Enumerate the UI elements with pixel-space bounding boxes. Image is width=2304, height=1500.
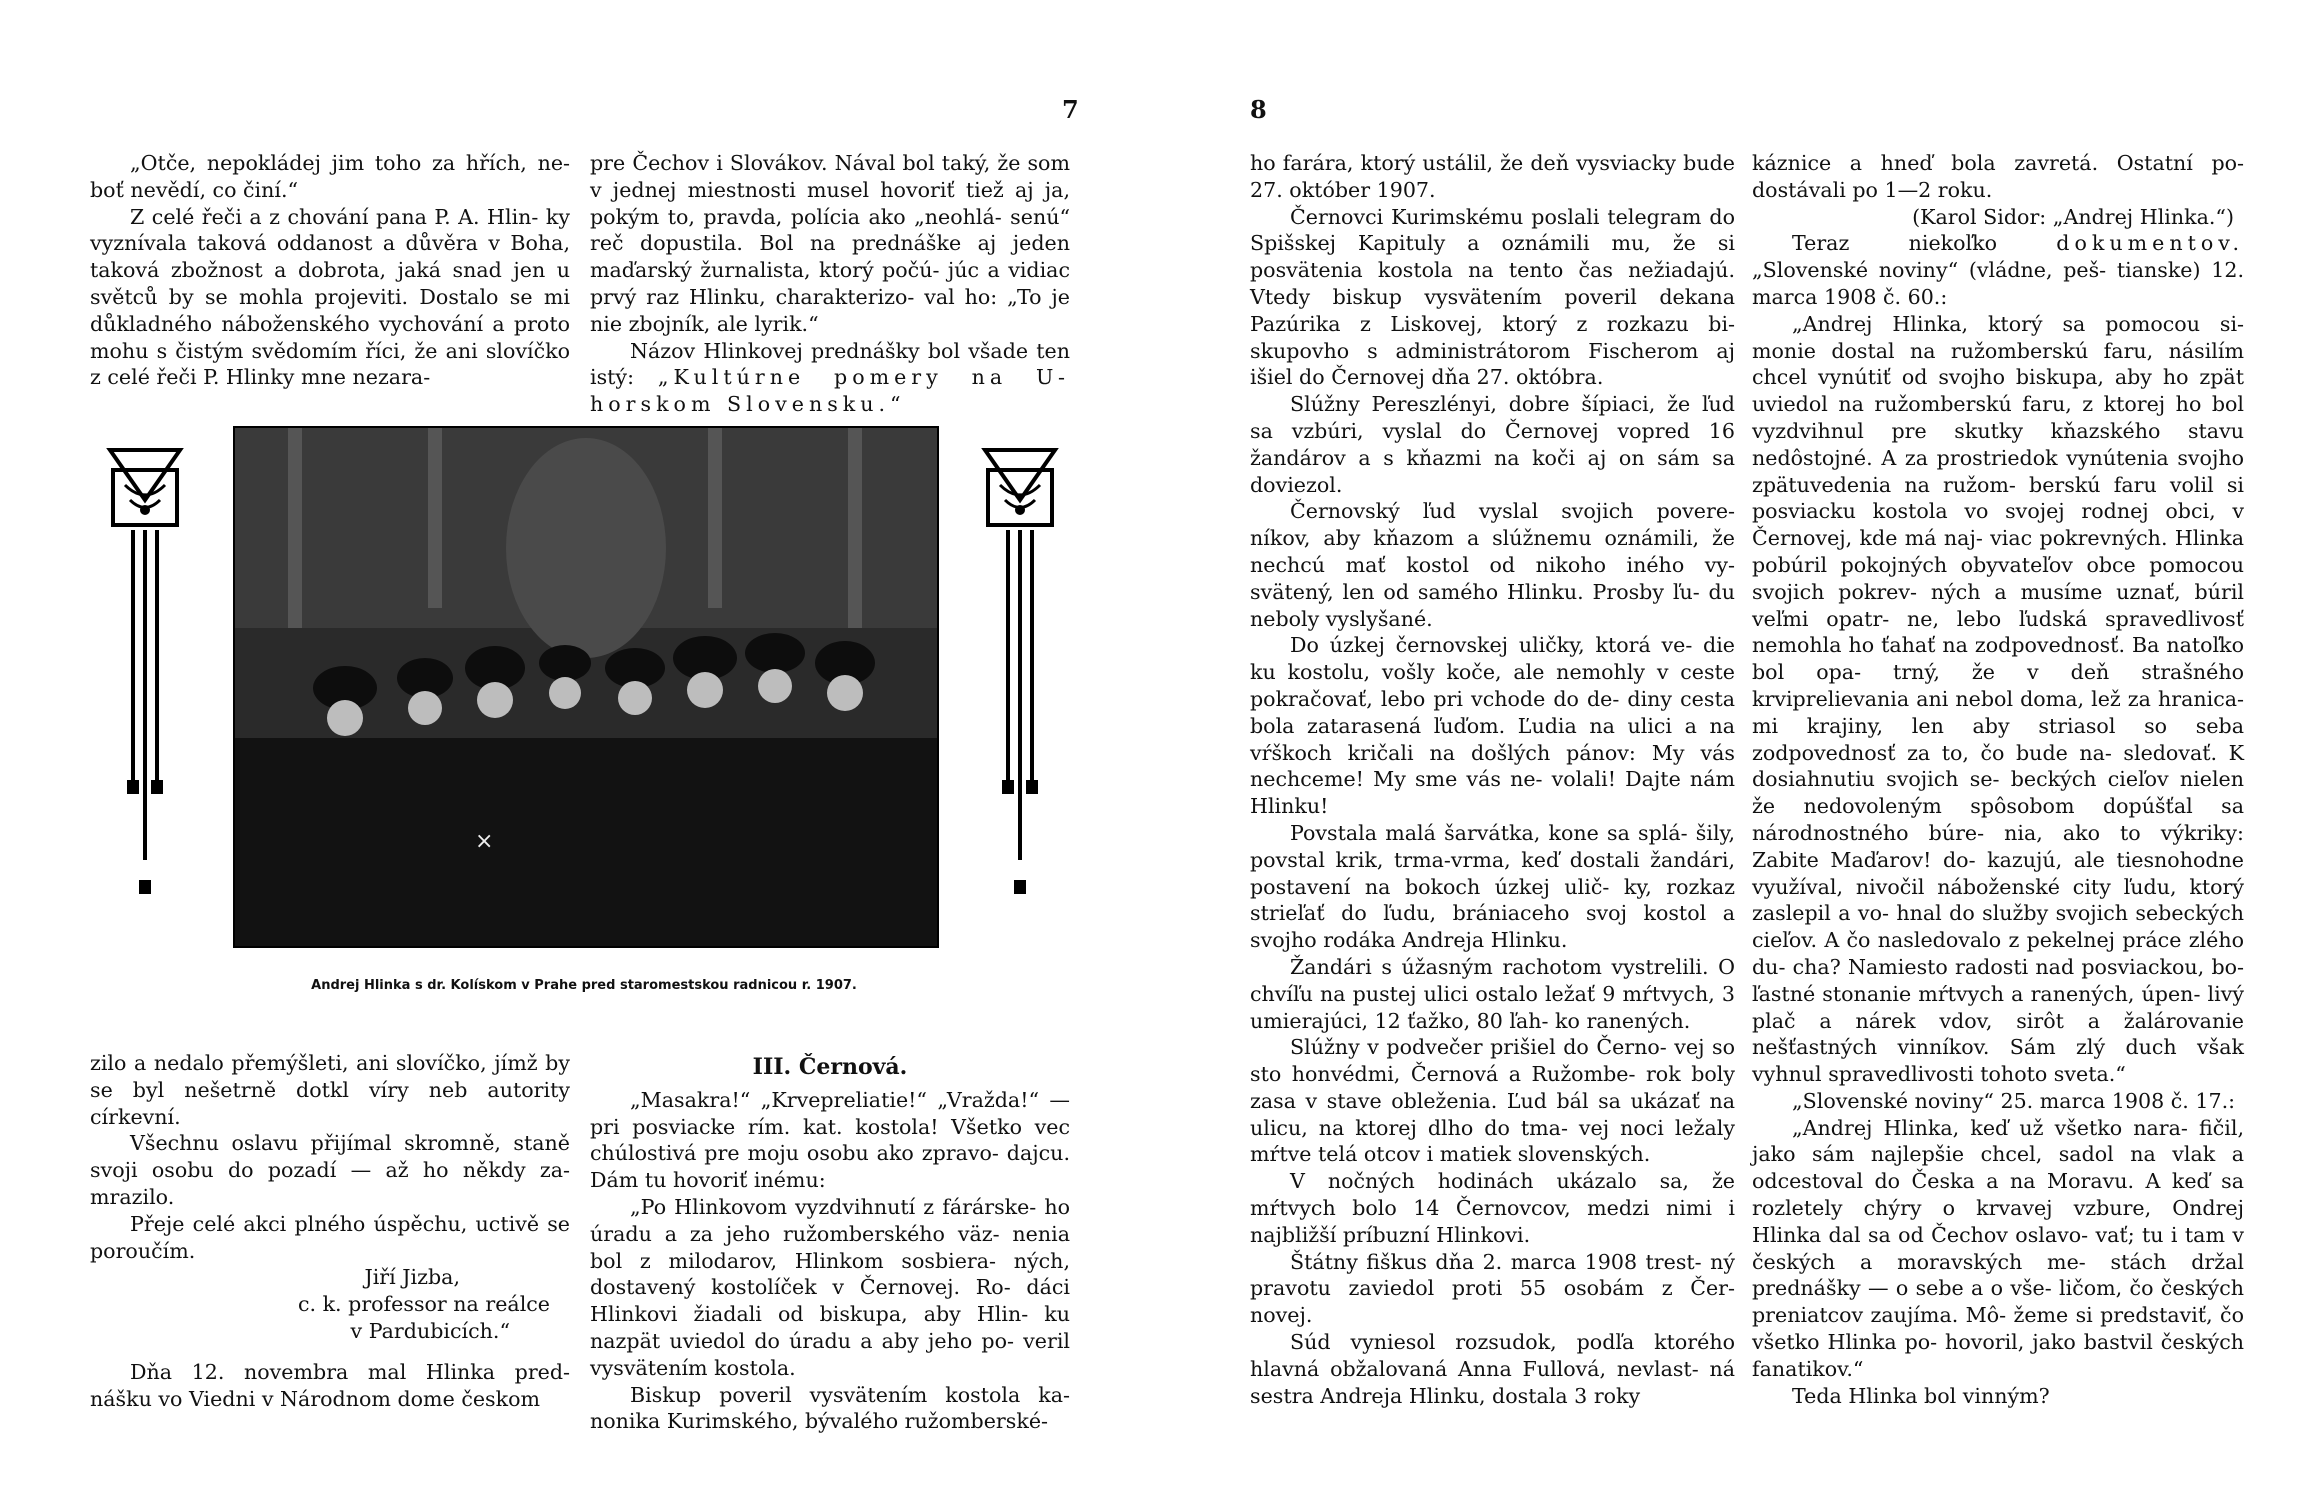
signature-place: v Pardubicích.“ xyxy=(350,1318,510,1343)
paragraph: Přeje celé akci plného úspěchu, uctivě se poroučím. xyxy=(90,1211,570,1263)
paragraph: Do úzkej černovskej uličky, ktorá ve- die ku kostolu, vošly koče, ale nemohly v ceste pokračovať, lebo pri vchode do de- diny cesta bola zatarasená ľuďom. Ľudia na ulici a na vŕškoch kričali na došlých pánov: My vás nechceme! My sme vás ne- volali! Dajte nám Hlinku! xyxy=(1250,633,1735,819)
lecture-title: „Kultúrne pomery na U- horskom Slovensku.“ xyxy=(590,365,1070,417)
art-nouveau-ornament-left xyxy=(105,440,185,920)
right-page xyxy=(1152,0,2304,1500)
left-col1-bottom xyxy=(90,1050,570,1412)
paragraph: Štátny fiškus dňa 2. marca 1908 trest- ný pravotu zaviedol proti 55 osobám z Čer- novej. xyxy=(1250,1249,1735,1328)
text: Teraz niekoľko xyxy=(1792,231,1997,256)
signature-title: c. k. professor na reálce xyxy=(297,1292,550,1317)
left-col2-top xyxy=(590,150,1070,418)
paragraph xyxy=(1752,230,2244,310)
paragraph: Z celé řeči a z chování pana P. A. Hlin- ky vyznívala taková oddanost a důvěra v Boha, taková zbožnost a dobrota, jaká snad jen u světců by se mohla projeviti. Dostalo se mi důkladného náboženského vychování a proto mohu s čistým svědomím říci, že ani slovíčko z celé řeči P. Hlinky mne nezara- xyxy=(90,204,570,390)
paragraph: „Otče, nepokládej jim toho za hřích, ne- boť nevědí, co činí.“ xyxy=(90,151,570,202)
quote-paragraph: „Andrej Hlinka, keď už všetko nara- fičil, jako sám najlepšie chcel, sadol na vlak a odcestoval do Česka a na Moravu. A keď sa rozletely chýry o krvavej vzbure, Ondrej Hlinka dal sa od Čechov oslavo- vať; tu i tam v českých a moravských me- stách držal prednášky — o sebe a o vše- ličom, čo českých preniatcov zaujíma. Mô- žeme si predstaviť, čo všetko Hlinka po- hovoril, jako bastvil českých fanatikov.“ xyxy=(1752,1115,2244,1381)
text: „Slovenské noviny“ (vládne, peš- tianske) 12. marca 1908 č. 60.: xyxy=(1752,258,2244,309)
art-nouveau-ornament-right xyxy=(980,440,1060,920)
paragraph: „Po Hlinkovom vyzdvihnutí z fárárske- ho úradu a za jeho ružomberského väz- nenia bol z milodarov, Hlinkom sosbiera- ných, dostavený kostolíček v Černovej. Ro- dáci Hlinkovi žiadali od biskupa, aby Hlin- ku nazpät uviedol do úradu a aby jeho po- veril vysvätením kostola. xyxy=(590,1194,1070,1380)
text: Názov Hlinkovej prednášky bol všade ten istý: xyxy=(590,338,1070,390)
paragraph: Teda Hlinka bol vinným? xyxy=(1792,1383,2050,1408)
emphasis: dokumentov. xyxy=(2056,231,2244,256)
photo-caption: Andrej Hlinka s dr. Kolískom v Prahe pred staromestskou radnicou r. 1907. xyxy=(311,978,857,993)
source-citation: (Karol Sidor: „Andrej Hlinka.“) xyxy=(1912,204,2234,229)
paragraph: káznice a hneď bola zavretá. Ostatní po- dostávali po 1—2 roku. xyxy=(1752,151,2244,202)
paragraph: „Masakra!“ „Krvepreliatie!“ „Vražda!“ — pri posviacke rím. kat. kostola! Všetko vec chúlostivá pre moju osobu ako zpravo- dajcu. Dám tu hovoriť inému: xyxy=(590,1087,1070,1193)
page-number: 7 xyxy=(1062,95,1079,124)
paragraph: Slúžny Pereszlényi, dobre šípiaci, že ľud sa vzbúri, vyslal do Černovej vopred 16 žandárov a s kňazmi na koči aj on sám sa doviezol. xyxy=(1250,392,1735,497)
paragraph xyxy=(590,338,1070,418)
page-number: 8 xyxy=(1250,95,1267,124)
paragraph: Súd vyniesol rozsudok, podľa ktorého hlavná obžalovaná Anna Fullová, nevlast- ná sestra Andreja Hlinku, dostala 3 roky xyxy=(1250,1330,1735,1408)
right-col1 xyxy=(1250,150,1735,1409)
paragraph: Povstala malá šarvátka, kone sa splá- šily, povstal krik, trma-vrma, keď dostali žandári, postavení na bokoch úzkej ulič- ky, rozkaz strieľať do ľudu, brániaceho svoj kostol a svojho rodáka Andreja Hlinku. xyxy=(1250,820,1735,953)
paragraph: zilo a nedalo přemýšleti, ani slovíčko, jímž by se byl nešetrně dotkl víry neb autority církevní. xyxy=(90,1051,570,1129)
paragraph: Žandári s úžasným rachotom vystrelili. O chvíľu na pustej ulici ostalo ležať 9 mŕtvych, 3 umierajúci, 12 ťažko, 80 ľah- ko ranených. xyxy=(1250,954,1735,1033)
paragraph: Černovci Kurimskému poslali telegram do Spišskej Kapituly a oznámili mu, že si posvätenia kostola na tento čas nežiadajú. Vtedy biskup vysvätením poveril dekana Pazúrika z Liskovej, ktorý z rozkazu bi- skupovho s administrátorom Fischerom aj išiel do Černovej dňa 27. októbra. xyxy=(1250,204,1735,390)
left-col2-bottom xyxy=(590,1050,1070,1435)
svg-text:×: × xyxy=(475,829,494,854)
paragraph: V nočných hodinách ukázalo sa, že mŕtvych bolo 14 Černovcov, medzi nimi i najbližší príbuzní Hlinkovi. xyxy=(1250,1169,1735,1247)
paragraph: pre Čechov i Slovákov. Nával bol taký, že som v jednej miestnosti musel hovoriť tiež aj ja, pokým to, pravda, polícia ako „neohlá- senú“ reč dopustila. Bol na prednáške aj jeden maďarský žurnalista, ktorý počú- júc a vidiac prvý raz Hlinku, charakterizo- val ho: „To je nie zbojník, ale lyrik.“ xyxy=(590,151,1070,336)
historical-photo xyxy=(233,426,939,948)
paragraph: „Slovenské noviny“ 25. marca 1908 č. 17.: xyxy=(1792,1088,2236,1113)
paragraph: Všechnu oslavu přijímal skromně, staně svoji osobu do pozadí — až ho někdy za- mrazilo. xyxy=(90,1131,570,1209)
paragraph: Slúžny v podvečer prišiel do Černo- vej so sto honvédmi, Černová a Ružombe- rok boly zasa v stave obleženia. Ľud bál sa ukázať na ulicu, na ktorej dlho do tma- vej noci ležaly mŕtve telá otcov i matiek slovenských. xyxy=(1250,1035,1735,1167)
signature-name: Jiří Jizba, xyxy=(364,1265,460,1290)
right-col2 xyxy=(1752,150,2244,1409)
paragraph: Černovský ľud vyslal svojich povere- níkov, aby kňazom a slúžnemu oznámili, že nechcú mať kostol od nikoho iného vy- svätený, len od samého Hlinku. Prosby ľu- du neboly vyslyšané. xyxy=(1250,499,1735,631)
quote-paragraph: „Andrej Hlinka, ktorý sa pomocou si- monie dostal na ružomberskú faru, násilím chcel vynútiť od svojho biskupa, aby ho zpät uviedol na ružomberskú faru, z ktorej ho bol vyzdvihnul pre skutky kňazského stavu nedôstojné. A za prostriedok vynútenia svojho zpätuvedenia na ružom- berskú faru volil si posviacku kostola vo svojej rodnej obci, v Černovej, kde má naj- viac pokrevných. Hlinka pobúril pokojných obyvateľov obce pomocou svojich pokrev- ných a musíme uznať, búril veľmi opatr- ne, lebo ľudská spravedlivosť nemohla ho ťahať na zodpovednosť. Ba natoľko bol opa- trný, že v deň strašného krviprelievania ani nebol doma, lež za hranica- mi krajiny, len aby striasol so seba zodpovednosť za to, čo bude na- sledovať. K dosiahnutiu svojich se- beckých cieľov nielen že nedovoleným spôsobom dopúšťal sa národnostného búre- nia, ako to výkriky: Zabite Maďarov! do- kazujú, ale tiesnohodne využíval, nivočil náboženské city ľudu, ktorý zaslepil a vo- hnal do služby svojich sebeckých cieľov. A čo nasledovalo z pekelnej práce zlého du- cha? Namiesto radosti nad posviackou, bo- ľastné stonanie mŕtvych a ranených, úpen- livý plač a nárek vdov, sirôt a žalárovanie nešťastných vinníkov. Sám zlý duch však vyhnul spravedlivosti tohoto sveta.“ xyxy=(1752,311,2244,1087)
paragraph: ho farára, ktorý ustálil, že deň vysviacky bude 27. október 1907. xyxy=(1250,151,1735,202)
paragraph: Biskup poveril vysvätením kostola ka- nonika Kurimského, bývalého ružomberské- xyxy=(590,1382,1070,1434)
paragraph: Dňa 12. novembra mal Hlinka pred- nášku vo Viedni v Národnom dome českom xyxy=(90,1359,570,1411)
section-heading: III. Černová. xyxy=(752,1054,908,1080)
left-col1-top xyxy=(90,150,570,391)
